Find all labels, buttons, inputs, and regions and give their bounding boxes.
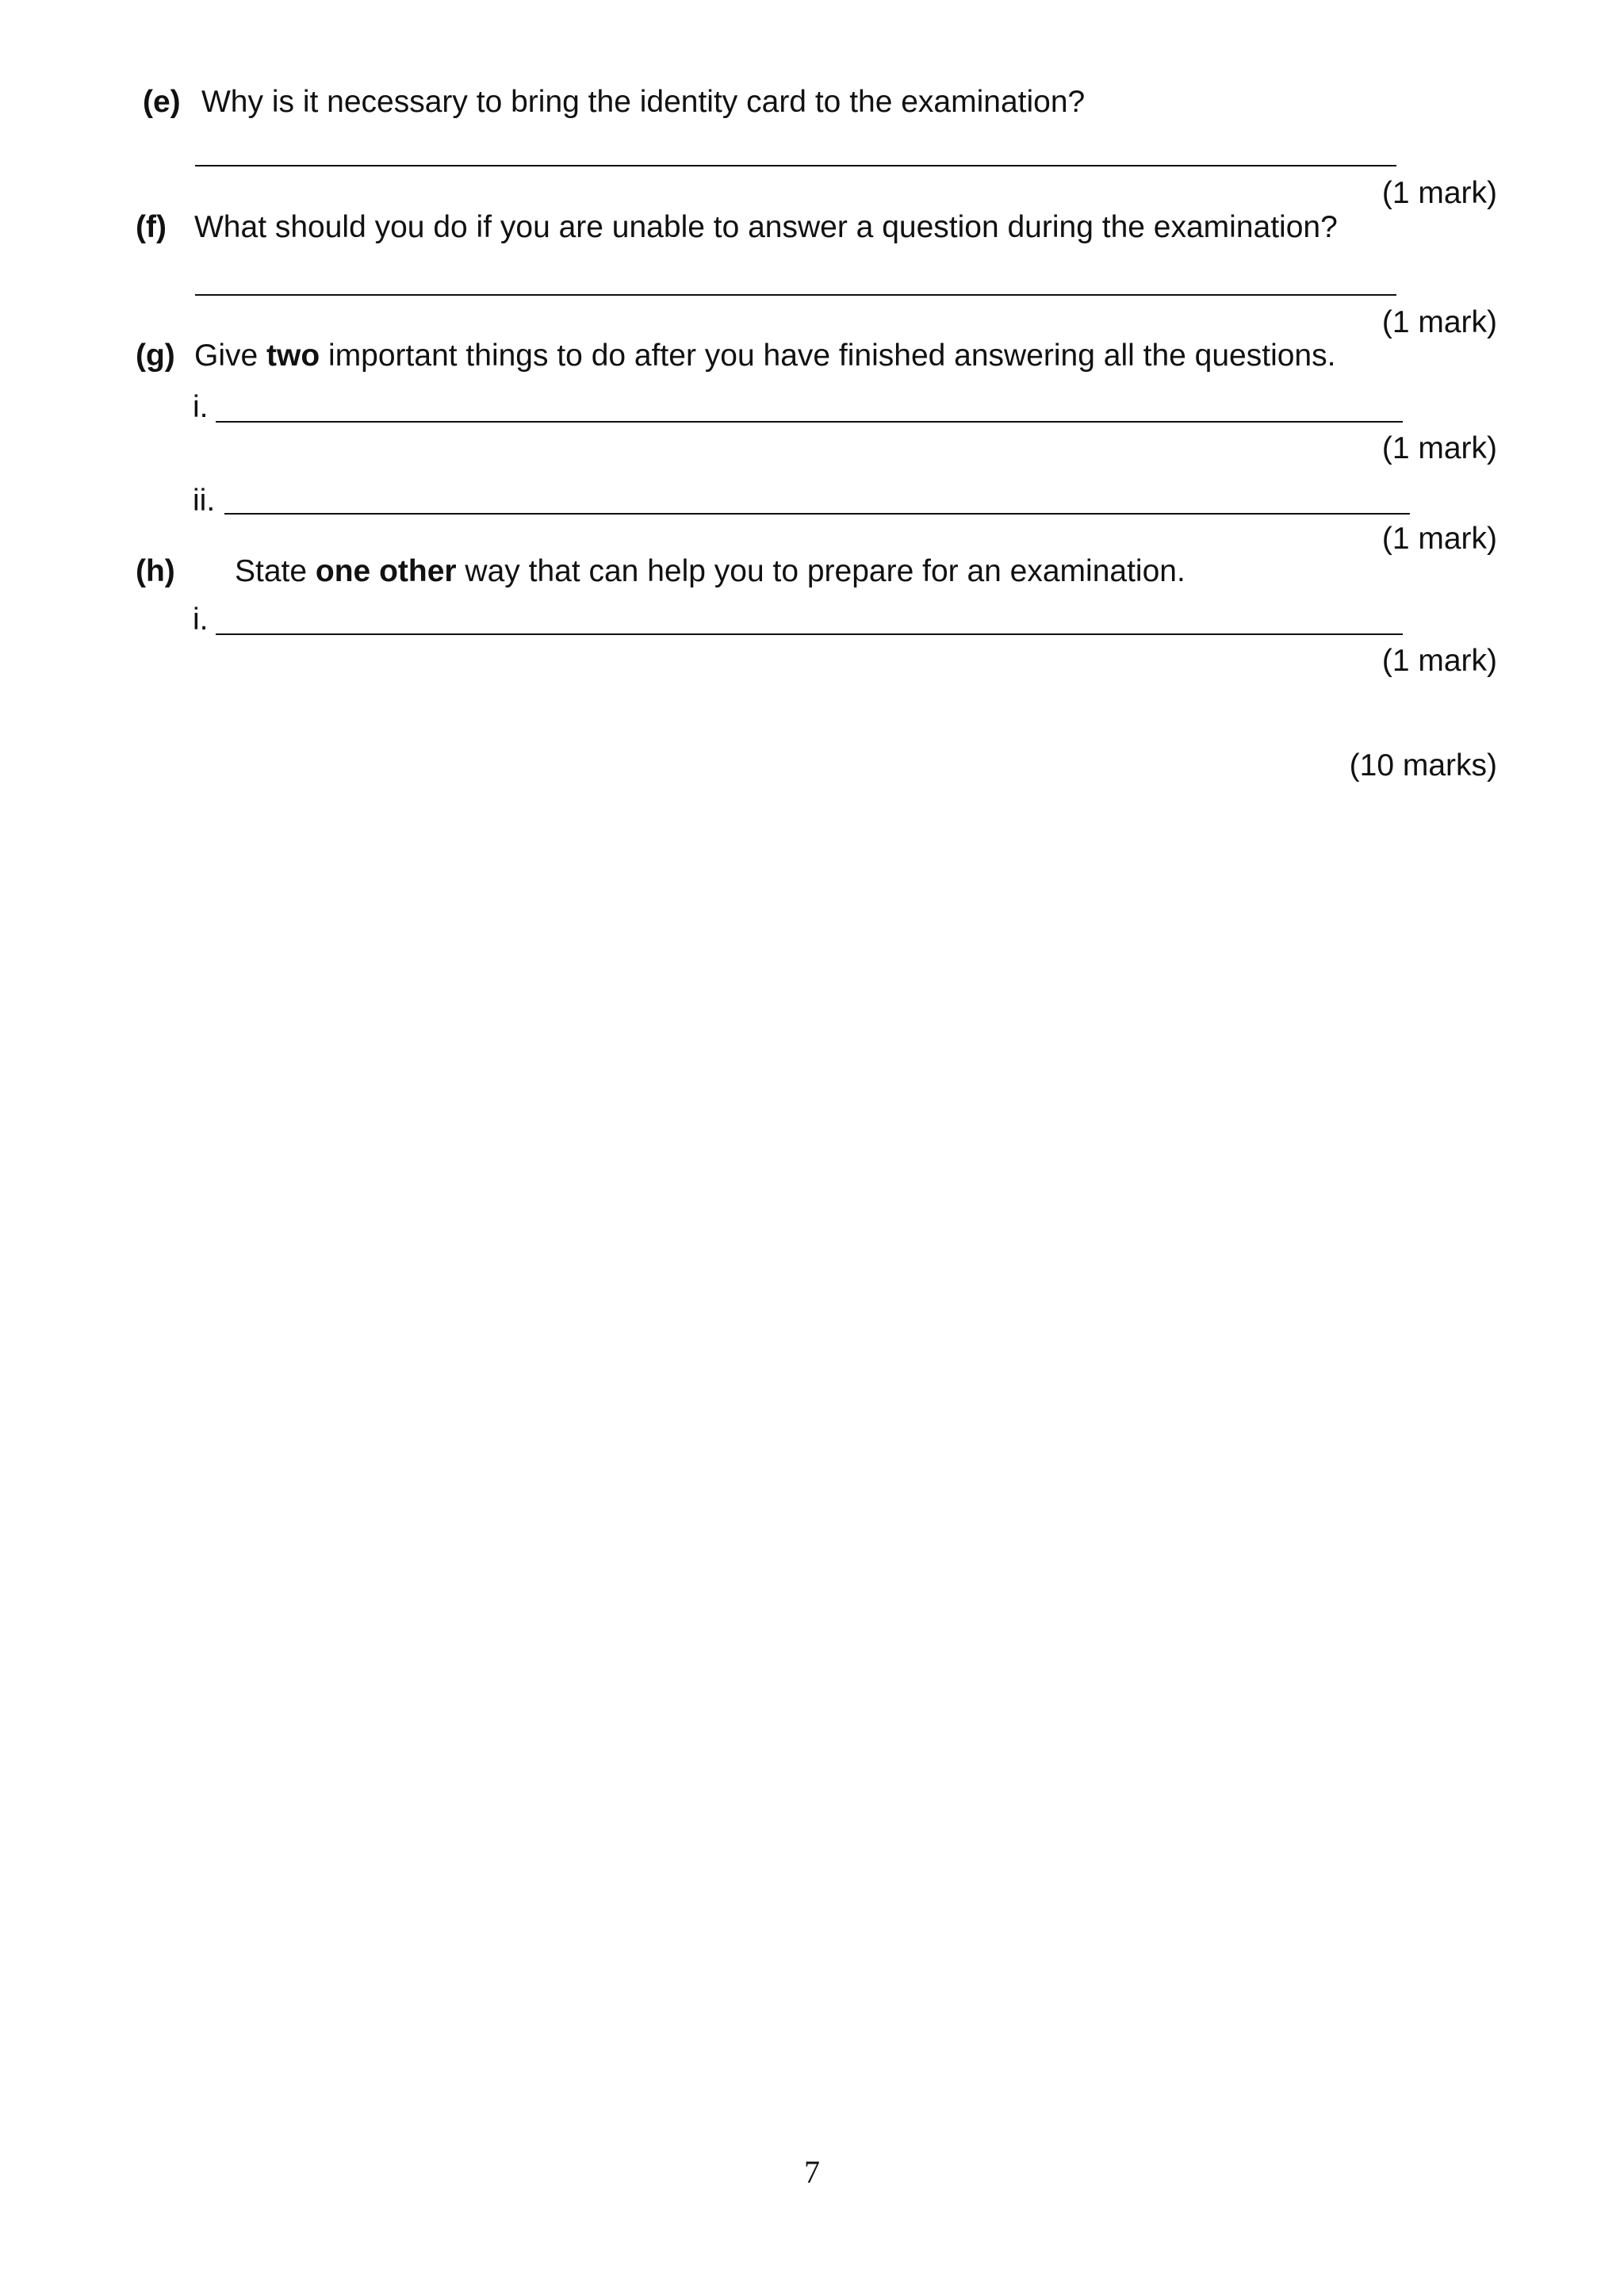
question-g-text-before: Give [194,339,267,373]
question-g-item-2-answer-line[interactable] [224,513,1410,515]
question-e-answer-line[interactable] [195,165,1396,166]
question-e-text: Why is it necessary to bring the identity card to the examination? [201,85,1086,119]
page-number: 7 [804,2154,820,2190]
question-h-text-after: way that can help you to prepare for an examination. [456,554,1185,588]
question-g-label: (g) [136,339,175,373]
question-g-text [194,340,1335,371]
question-g-text-bold: two [266,339,320,373]
question-h-text-before: State [235,554,316,588]
total-marks: (10 marks) [1349,748,1497,783]
question-f-answer-line[interactable] [195,294,1396,296]
question-e-marks: (1 mark) [1381,176,1497,210]
question-g-item-2-marks: (1 mark) [1381,522,1497,556]
question-f-marks: (1 mark) [1381,305,1497,339]
question-g-item-1-marks: (1 mark) [1381,431,1497,465]
question-g-item-1-answer-line[interactable] [216,421,1403,423]
question-h-item-1-numeral: i. [193,603,209,637]
question-f-label: (f) [136,210,167,244]
question-h-item-1-marks: (1 mark) [1381,644,1497,678]
question-f-text: What should you do if you are unable to answer a question during the examination? [194,210,1338,244]
question-h-text-bold: one other [315,554,457,588]
question-g-item-2-numeral: ii. [193,484,216,518]
question-h-item-1-answer-line[interactable] [216,633,1403,635]
question-h-label: (h) [136,554,175,588]
question-g-item-1-numeral: i. [193,390,209,424]
question-e-label: (e) [143,85,181,119]
question-g-text-after: important things to do after you have finished answering all the questions. [320,339,1336,373]
question-h-text [235,556,1185,587]
